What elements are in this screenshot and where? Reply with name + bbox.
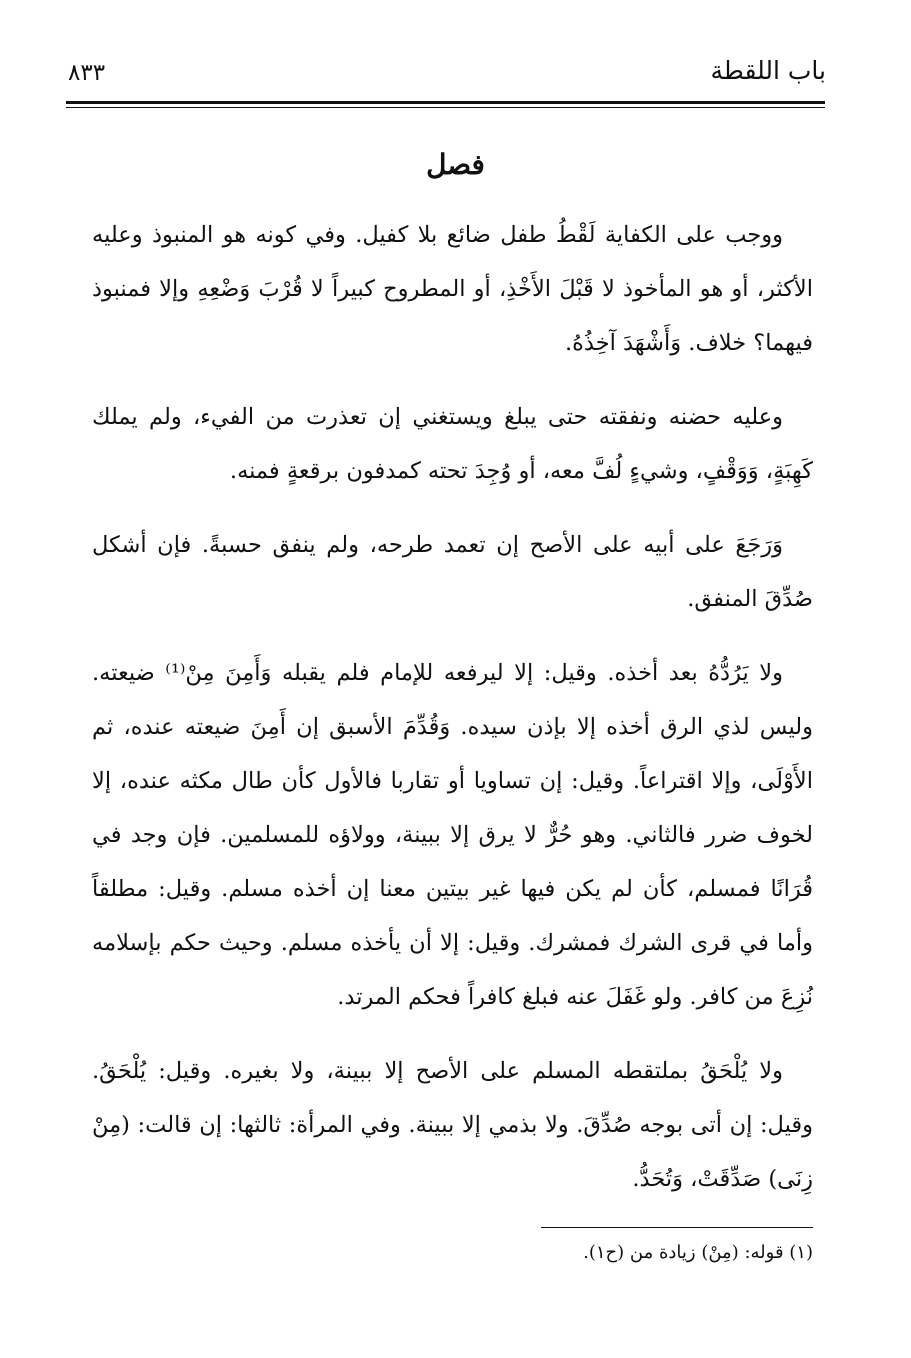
body-text xyxy=(92,208,813,1226)
page-header xyxy=(68,56,826,96)
paragraph: ووجب على الكفاية لَقْطُ طفل ضائع بلا كفيل. وفي كونه هو المنبوذ وعليه الأكثر، أو هو المأخوذ لا قَبْلَ الأَخْذِ، أو المطروح كبيراً لا قُرْبَ وَضْعِهِ وإلا فمنبوذ فيهما؟ خلاف. وَأَشْهَدَ آخِذُهُ. xyxy=(92,222,813,356)
paragraph: ولا يَرُدُّهُ بعد أخذه. وقيل: إلا ليرفعه للإمام فلم يقبله وَأَمِنَ مِنْ⁽¹⁾ ضيعته. وليس لذي الرق أخذه إلا بإذن سيده. وَقُدِّمَ الأسبق إن أَمِنَ ضيعته عنده، ثم الأَوْلَى، وإلا اقتراعاً. وقيل: إن تساويا أو تقاربا فالأول كأن طال مكثه عنده، إلا لخوف ضرر فالثاني. وهو حُرٌّ لا يرق إلا ببينة، وولاؤه للمسلمين. فإن وجد في قُرَانًا فمسلم، كأن لم يكن فيها غير بيتين معنا إن أخذه مسلم. وقيل: مطلقاً وأما في قرى الشرك فمشرك. وقيل: إلا أن يأخذه مسلم. وحيث حكم بإسلامه نُزِعَ من كافر. ولو غَفَلَ عنه فبلغ كافراً فحكم المرتد. xyxy=(92,660,813,1010)
running-head: باب اللقطة xyxy=(710,56,826,85)
page-number: ٨٣٣ xyxy=(68,60,106,86)
footnote-rule xyxy=(541,1227,813,1228)
paragraph: ولا يُلْحَقُ بملتقطه المسلم على الأصح إلا ببينة، ولا بغيره. وقيل: يُلْحَقُ. وقيل: إن أتى بوجه صُدِّقَ. ولا بذمي إلا ببينة. وفي المرأة: ثالثها: إن قالت: (مِنْ زِنَى) صَدِّقَتْ، وَتُحَدُّ. xyxy=(92,1058,813,1192)
section-title: فصل xyxy=(426,148,485,181)
paragraph: وَرَجَعَ على أبيه على الأصح إن تعمد طرحه، ولم ينفق حسبةً. فإن أشكل صُدِّقَ المنفق. xyxy=(92,532,813,612)
header-rule-thin xyxy=(66,107,825,108)
paragraph: وعليه حضنه ونفقته حتى يبلغ ويستغني إن تعذرت من الفيء، ولم يملك كَهِبَةٍ، وَوَقْفٍ، وشيءٍ لُفَّ معه، أو وُجِدَ تحته كمدفون برقعةٍ فمنه. xyxy=(92,404,813,484)
footnote: (١) قوله: (مِنْ) زيادة من (ح١). xyxy=(583,1242,813,1263)
header-rule-thick xyxy=(66,101,825,104)
